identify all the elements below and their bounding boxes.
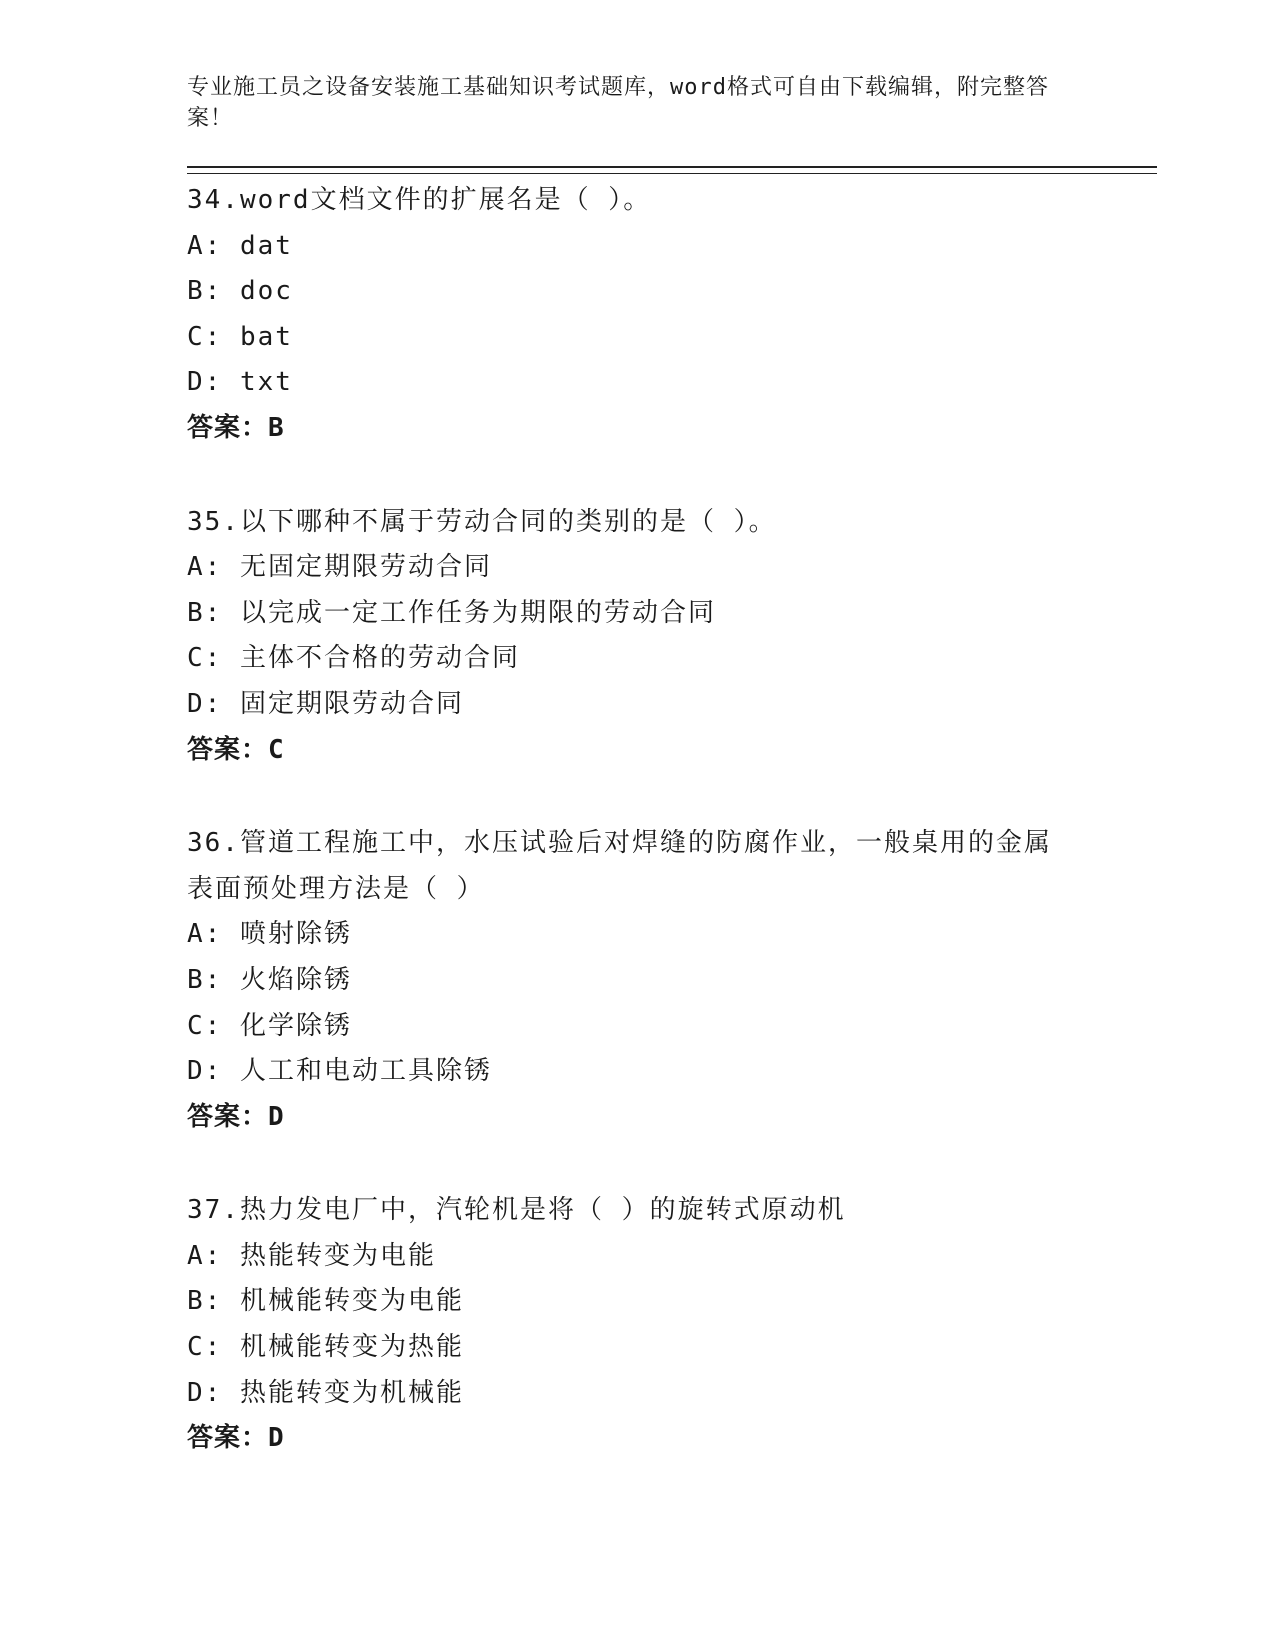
option-c: C: 主体不合格的劳动合同 [187, 643, 520, 674]
option-d: D: 固定期限劳动合同 [187, 688, 464, 719]
option-b: B: 机械能转变为电能 [187, 1286, 464, 1317]
option-a: A: dat [187, 230, 293, 261]
option-b: B: doc [187, 276, 293, 307]
option-d: D: 人工和电动工具除锈 [187, 1056, 492, 1087]
question-stem: 35.以下哪种不属于劳动合同的类别的是（ ）。 [187, 506, 777, 537]
document-header: 专业施工员之设备安装施工基础知识考试题库，word格式可自由下载编辑，附完整答案！ [187, 75, 1049, 131]
answer-line: 答案：C [187, 734, 285, 765]
question-stem: 36.管道工程施工中，水压试验后对焊缝的防腐作业，一般桌用的金属表面预处理方法是（ ） [187, 828, 1052, 904]
question-stem: 37.热力发电厂中，汽轮机是将（ ）的旋转式原动机 [187, 1195, 846, 1226]
option-c: C: bat [187, 321, 293, 352]
question-stem: 34.word文档文件的扩展名是（ ）。 [187, 185, 652, 215]
question-list [187, 178, 1157, 1462]
answer-line: 答案：B [187, 412, 285, 443]
question-34 [187, 178, 1157, 452]
question-37 [187, 1188, 1157, 1462]
option-a: A: 无固定期限劳动合同 [187, 552, 492, 583]
option-d: D: 热能转变为机械能 [187, 1377, 464, 1408]
option-d: D: txt [187, 367, 293, 398]
option-a: A: 喷射除锈 [187, 919, 352, 950]
option-a: A: 热能转变为电能 [187, 1240, 436, 1271]
question-35 [187, 500, 1157, 774]
question-36 [187, 821, 1157, 1140]
option-c: C: 化学除锈 [187, 1010, 352, 1041]
option-b: B: 火焰除锈 [187, 964, 352, 995]
answer-line: 答案：D [187, 1423, 285, 1454]
header-divider [187, 166, 1157, 174]
option-c: C: 机械能转变为热能 [187, 1332, 464, 1363]
option-b: B: 以完成一定工作任务为期限的劳动合同 [187, 597, 716, 628]
document-page [187, 72, 1157, 1510]
answer-line: 答案：D [187, 1101, 285, 1132]
